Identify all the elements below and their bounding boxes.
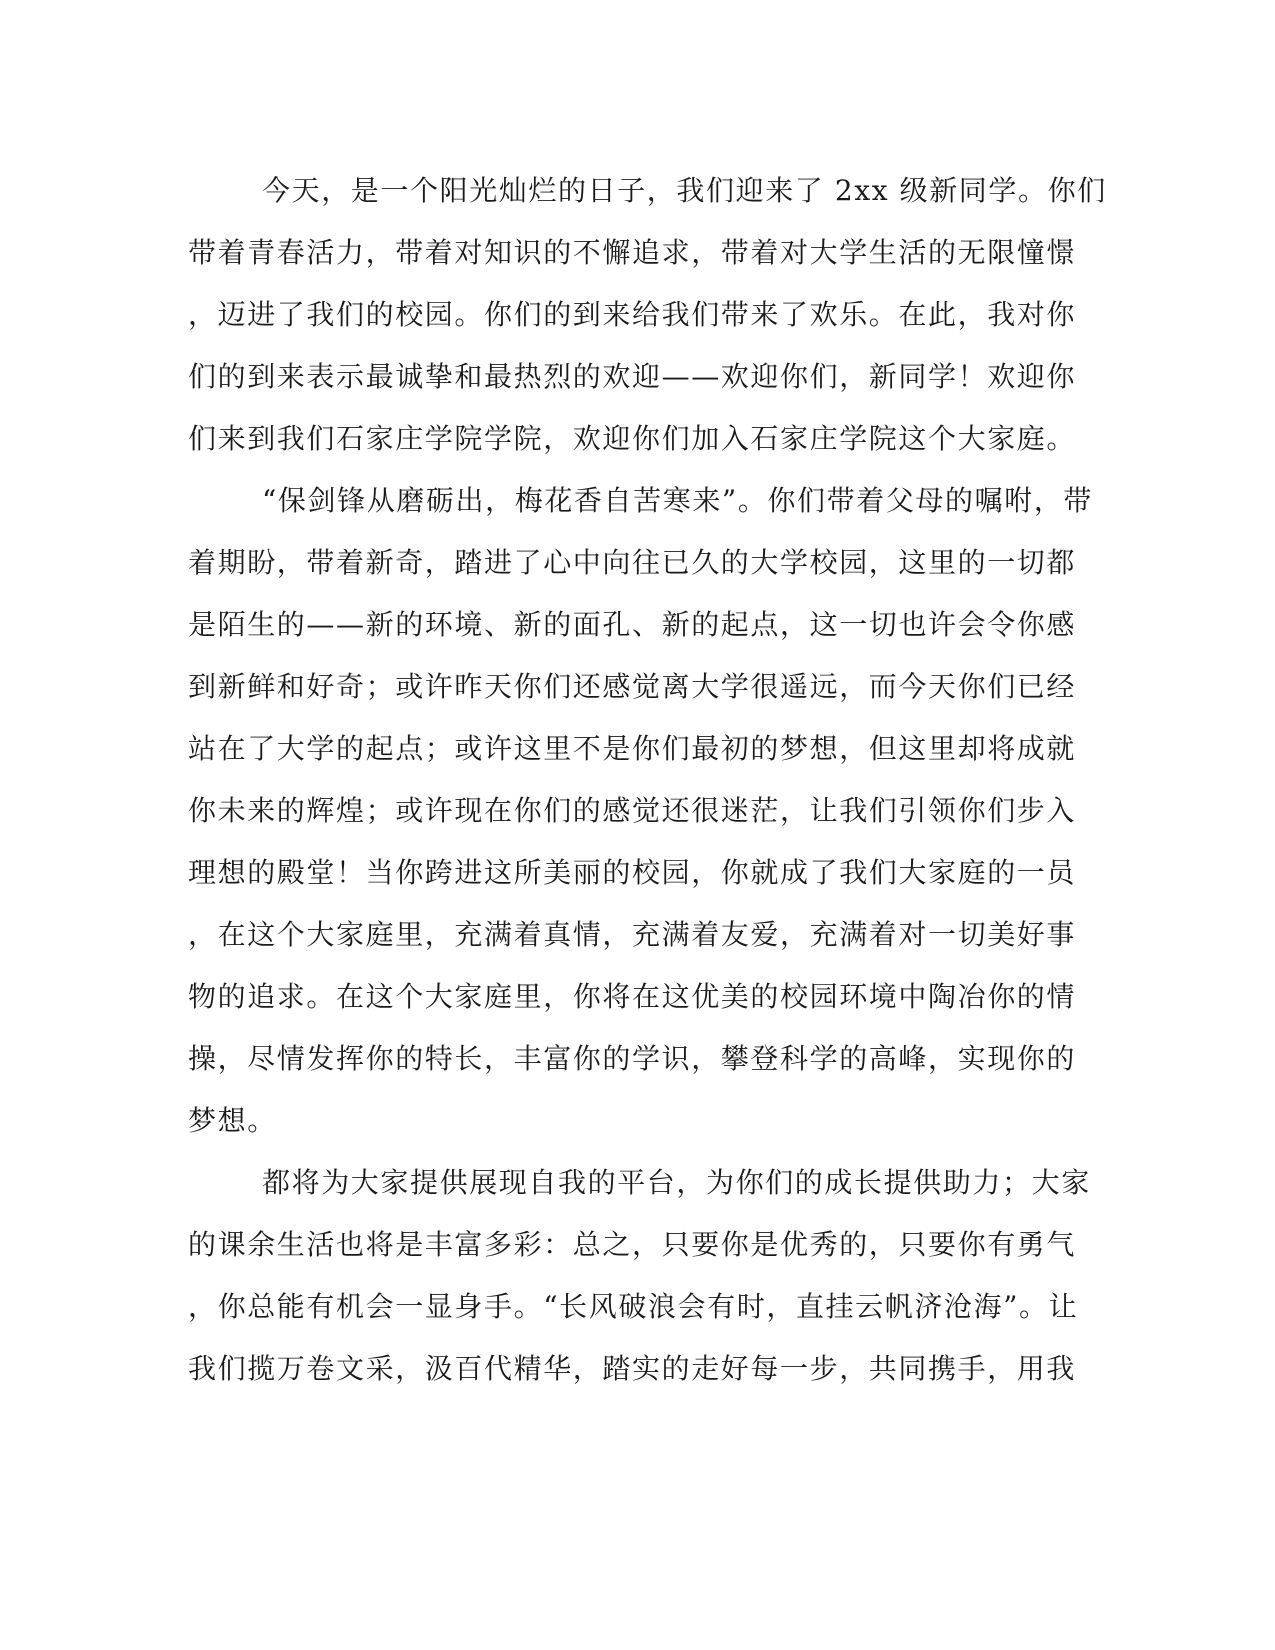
text-line: 操，尽情发挥你的特长，丰富你的学识，攀登科学的高峰，实现你的 [188, 1042, 1077, 1075]
paragraph-platform [188, 1152, 1091, 1400]
text-line: 站在了大学的起点；或许这里不是你们最初的梦想，但这里却将成就 [188, 732, 1077, 765]
text-line: 你未来的辉煌；或许现在你们的感觉还很迷茫，让我们引领你们步入 [188, 794, 1077, 827]
text-line: 物的追求。在这个大家庭里，你将在这优美的校园环境中陶冶你的情 [188, 980, 1077, 1013]
text-line: 到新鲜和好奇；或许昨天你们还感觉离大学很遥远，而今天你们已经 [188, 670, 1077, 703]
text-line: 着期盼，带着新奇，踏进了心中向往已久的大学校园，这里的一切都 [188, 546, 1077, 579]
document-body [188, 160, 1107, 1400]
text-line: 带着青春活力，带着对知识的不懈追求，带着对大学生活的无限憧憬 [188, 236, 1077, 269]
text-line: 们来到我们石家庄学院学院，欢迎你们加入石家庄学院这个大家庭。 [188, 422, 1077, 455]
text-line: 都将为大家提供展现自我的平台，为你们的成长提供助力；大家 [262, 1166, 1091, 1199]
text-line: 我们揽万卷文采，汲百代精华，踏实的走好每一步，共同携手，用我 [188, 1352, 1077, 1385]
text-line: 是陌生的——新的环境、新的面孔、新的起点，这一切也许会令你感 [188, 608, 1077, 641]
text-line: “保剑锋从磨砺出，梅花香自苦寒来”。你们带着父母的嘱咐，带 [262, 484, 1094, 517]
text-line: ，迈进了我们的校园。你们的到来给我们带来了欢乐。在此，我对你 [188, 298, 1077, 331]
paragraph-welcome [188, 160, 1107, 470]
paragraph-campus [188, 470, 1094, 1152]
text-line: 今天，是一个阳光灿烂的日子，我们迎来了 2xx 级新同学。你们 [262, 174, 1107, 207]
text-line: 们的到来表示最诚挚和最热烈的欢迎——欢迎你们，新同学！欢迎你 [188, 360, 1077, 393]
text-line: ，你总能有机会一显身手。“长风破浪会有时，直挂云帆济沧海”。让 [188, 1290, 1079, 1323]
text-line: 理想的殿堂！当你跨进这所美丽的校园，你就成了我们大家庭的一员 [188, 856, 1077, 889]
text-line: 的课余生活也将是丰富多彩：总之，只要你是优秀的，只要你有勇气 [188, 1228, 1077, 1261]
text-line: 梦想。 [188, 1104, 277, 1137]
text-line: ，在这个大家庭里，充满着真情，充满着友爱，充满着对一切美好事 [188, 918, 1077, 951]
